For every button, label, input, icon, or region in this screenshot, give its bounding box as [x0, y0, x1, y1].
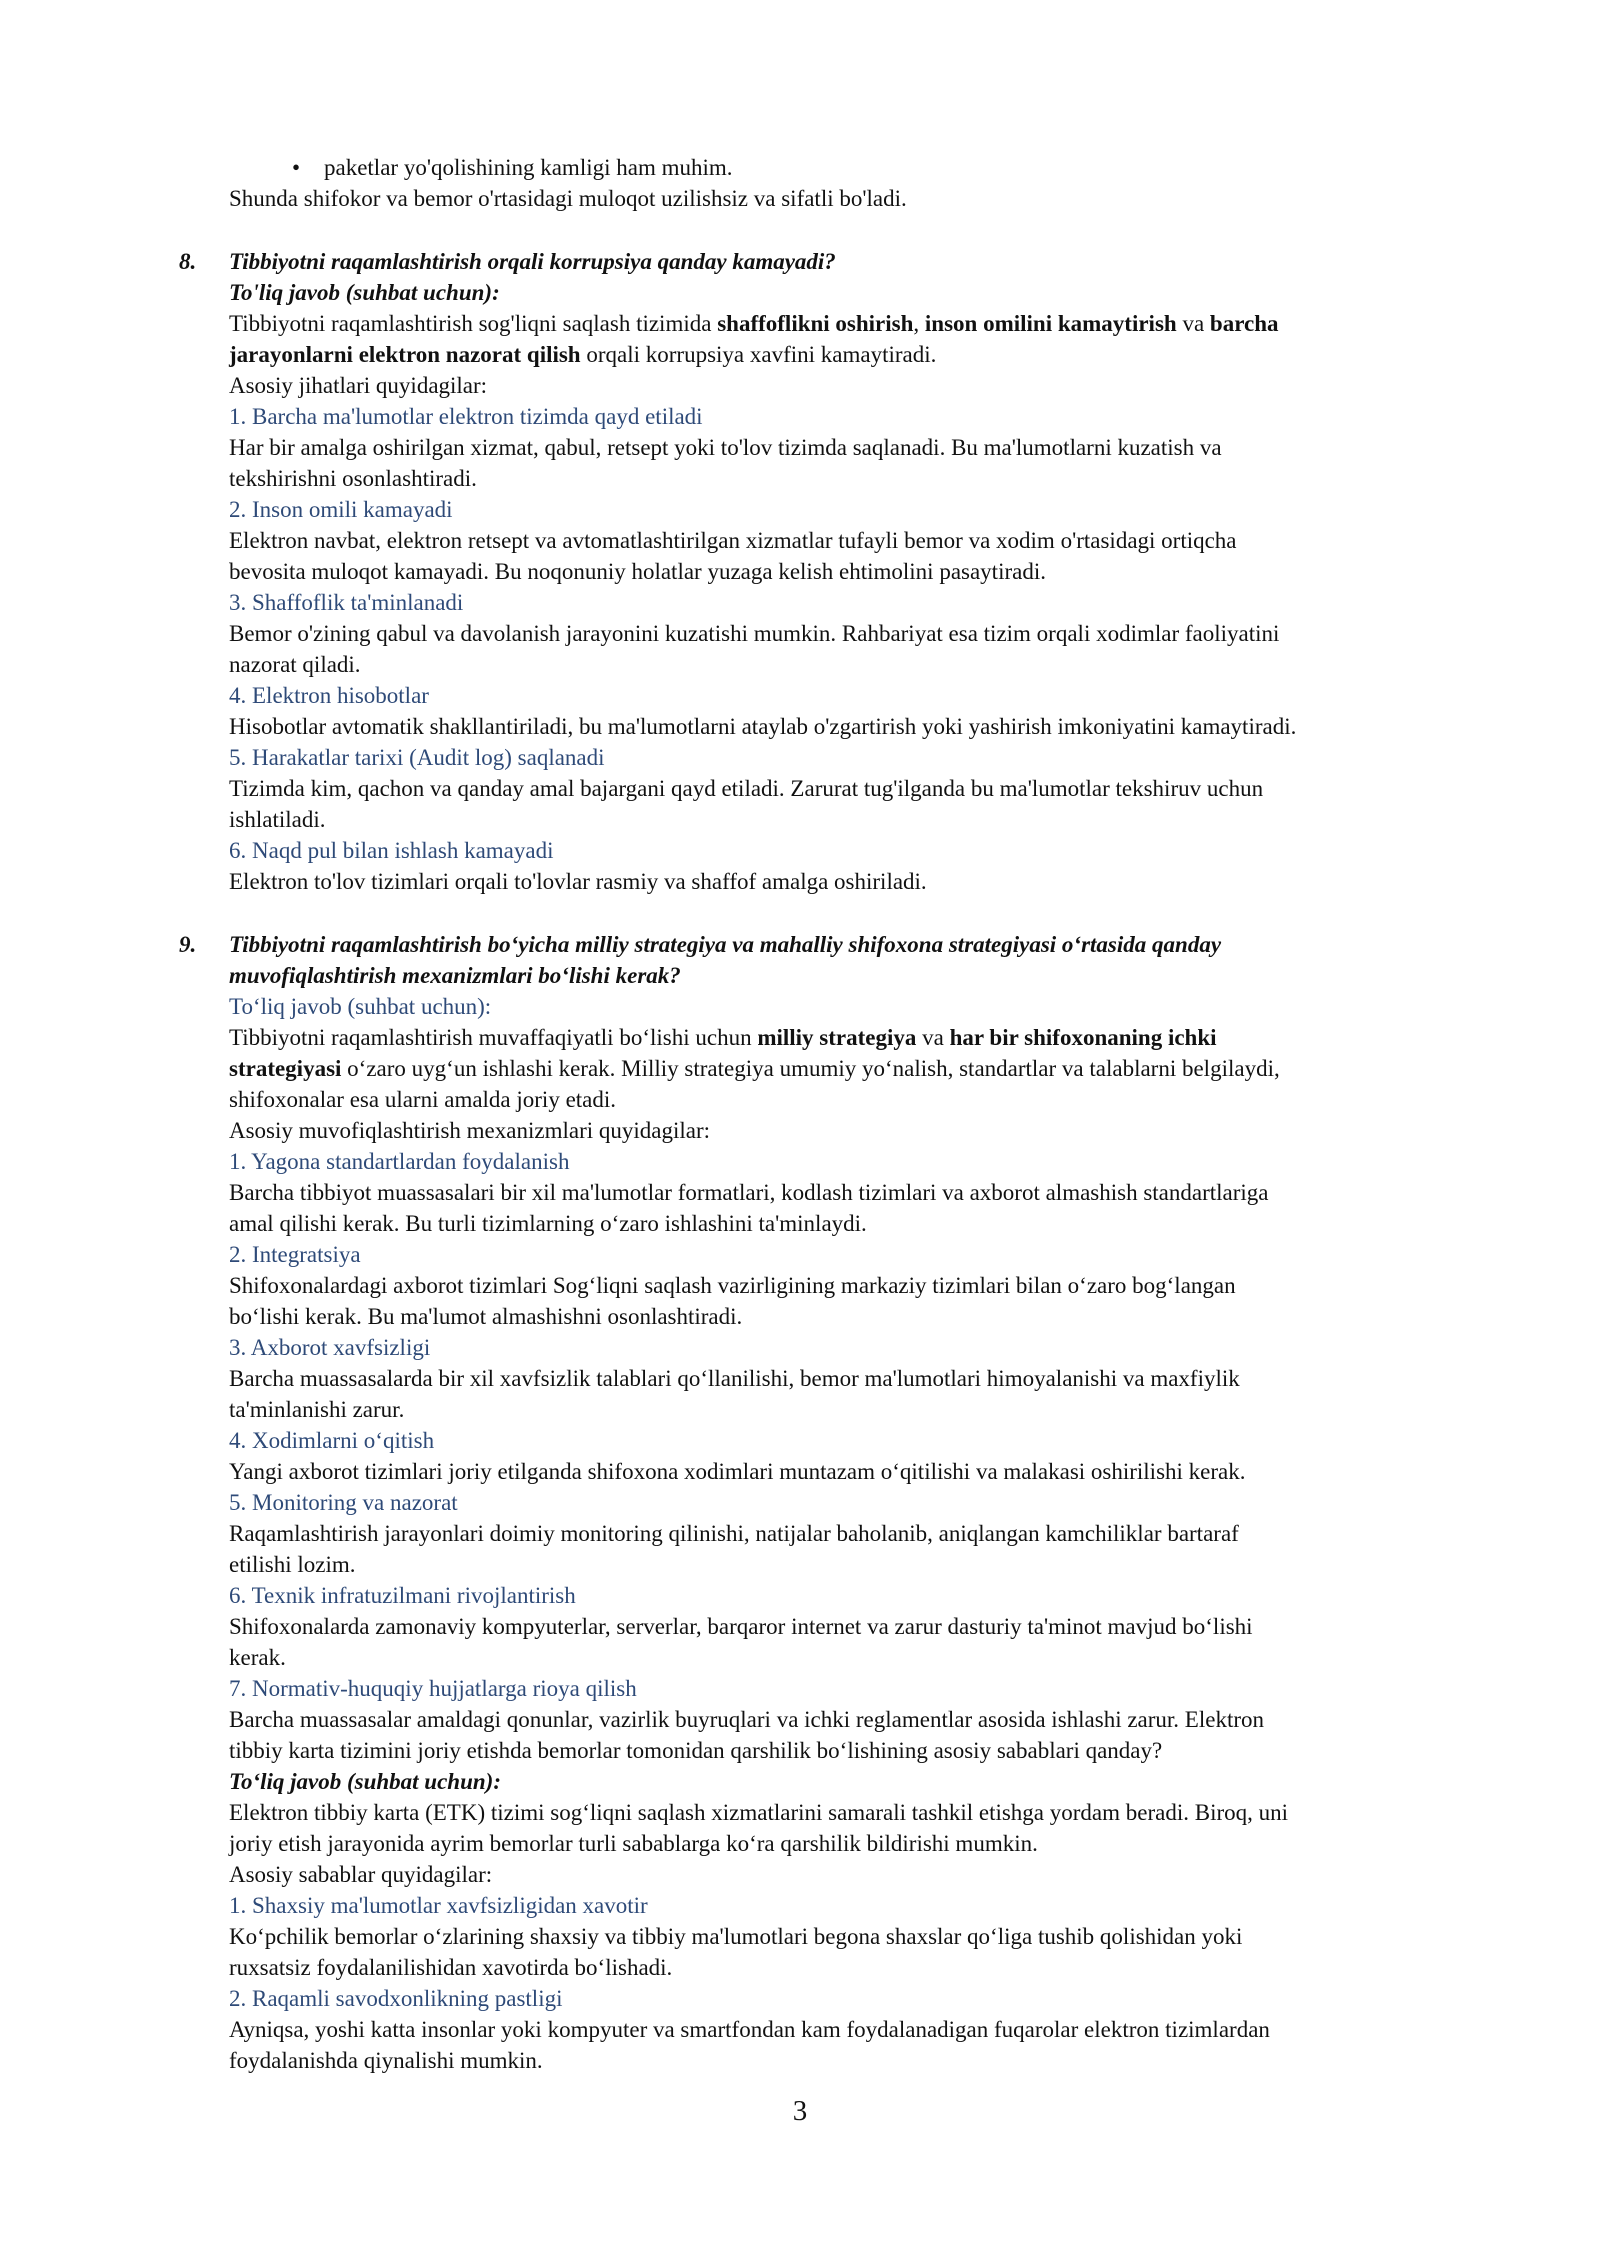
item-text: Ko‘pchilik bemorlar o‘zlarining shaxsiy va tibbiy ma'lumotlari begona shaxslar qo‘liga tushib qolishidan yoki	[229, 1924, 1243, 1949]
item-heading: 2. Integratsiya	[229, 1242, 361, 1267]
item-text: Ayniqsa, yoshi katta insonlar yoki kompyuter va smartfondan kam foydalanadigan fuqarolar elektron tizimlardan	[229, 2017, 1270, 2042]
page-content	[179, 152, 1481, 2076]
item-heading: 2. Inson omili kamayadi	[229, 497, 453, 522]
intro-line: jarayonlarni elektron nazorat qilish orqali korrupsiya xavfini kamaytiradi.	[229, 342, 937, 367]
item-heading: 5. Harakatlar tarixi (Audit log) saqlanadi	[229, 745, 605, 770]
page-number: 3	[792, 2095, 808, 2127]
item-heading: 3. Axborot xavfsizligi	[229, 1335, 431, 1360]
intro-line: Tibbiyotni raqamlashtirish sog'liqni saqlash tizimida shaffoflikni oshirish, inson omilini kamaytirish va barcha	[229, 311, 1279, 336]
intro-line: Tibbiyotni raqamlashtirish muvaffaqiyatli bo‘lishi uchun milliy strategiya va har bir shifoxonaning ichki	[229, 1025, 1217, 1050]
item-text: Shifoxonalarda zamonaviy kompyuterlar, serverlar, barqaror internet va zarur dasturiy ta'minot mavjud bo‘lishi	[229, 1614, 1253, 1639]
aspects-line: Asosiy muvofiqlashtirish mexanizmlari quyidagilar:	[229, 1118, 711, 1143]
item-heading: 7. Normativ-huquqiy hujjatlarga rioya qilish	[229, 1676, 637, 1701]
item-text: ruxsatsiz foydalanilishidan xavotirda bo‘lishadi.	[229, 1955, 673, 1980]
bullet-item	[229, 152, 1481, 183]
question-number: 9.	[179, 932, 197, 957]
item-text: Raqamlashtirish jarayonlari doimiy monitoring qilinishi, natijalar baholanib, aniqlangan kamchiliklar bartaraf	[229, 1521, 1239, 1546]
bullet-dot: •	[292, 155, 301, 180]
item-text: Barcha tibbiyot muassasalari bir xil ma'lumotlar formatlari, kodlash tizimlari va axborot almashish standartlariga	[229, 1180, 1269, 1205]
item-text: Har bir amalga oshirilgan xizmat, qabul, retsept yoki to'lov tizimda saqlanadi. Bu ma'lumotlarni kuzatish va	[229, 435, 1222, 460]
aspects-line: Asosiy jihatlari quyidagilar:	[229, 373, 488, 398]
intro-line: Elektron tibbiy karta (ETK) tizimi sog‘liqni saqlash xizmatlarini samarali tashkil etishga yordam beradi. Biroq, uni	[229, 1800, 1289, 1825]
item-text: Tizimda kim, qachon va qanday amal bajargani qayd etiladi. Zarurat tug'ilganda bu ma'lumotlar tekshiruv uchun	[229, 776, 1264, 801]
item-text: Hisobotlar avtomatik shakllantiriladi, bu ma'lumotlarni ataylab o'zgartirish yoki yashirish imkoniyatini kamaytiradi.	[229, 714, 1297, 739]
item-text: ta'minlanishi zarur.	[229, 1397, 405, 1422]
answer-label: To'liq javob (suhbat uchun):	[229, 280, 500, 305]
question-title: muvofiqlashtirish mexanizmlari bo‘lishi kerak?	[229, 963, 681, 988]
item-text: tibbiy karta tizimini joriy etishda bemorlar tomonidan qarshilik bo‘lishining asosiy sabablari qanday?	[229, 1738, 1163, 1763]
item-text: kerak.	[229, 1645, 286, 1670]
item-text: Shifoxonalardagi axborot tizimlari Sog‘liqni saqlash vazirligining markaziy tizimlari bilan o‘zaro bog‘langan	[229, 1273, 1236, 1298]
item-heading: 6. Naqd pul bilan ishlash kamayadi	[229, 838, 554, 863]
item-text: Elektron to'lov tizimlari orqali to'lovlar rasmiy va shaffof amalga oshiriladi.	[229, 869, 927, 894]
aspects-line: Asosiy sabablar quyidagilar:	[229, 1862, 493, 1887]
item-heading: 4. Elektron hisobotlar	[229, 683, 429, 708]
item-text: Barcha muassasalarda bir xil xavfsizlik talablari qo‘llanilishi, bemor ma'lumotlari himoyalanishi va maxfiylik	[229, 1366, 1240, 1391]
intro-line: strategiyasi o‘zaro uyg‘un ishlashi kerak. Milliy strategiya umumiy yo‘nalish, standartlar va talablarni belgilaydi,	[229, 1056, 1280, 1081]
item-text: etilishi lozim.	[229, 1552, 356, 1577]
item-text: foydalanishda qiynalishi mumkin.	[229, 2048, 543, 2073]
item-text: Yangi axborot tizimlari joriy etilganda shifoxona xodimlari muntazam o‘qitilishi va malakasi oshirilishi kerak.	[229, 1459, 1246, 1484]
item-heading: 2. Raqamli savodxonlikning pastligi	[229, 1986, 563, 2011]
item-text: amal qilishi kerak. Bu turli tizimlarning o‘zaro ishlashini ta'minlaydi.	[229, 1211, 867, 1236]
item-heading: 1. Shaxsiy ma'lumotlar xavfsizligidan xavotir	[229, 1893, 648, 1918]
item-text: Bemor o'zining qabul va davolanish jarayonini kuzatishi mumkin. Rahbariyat esa tizim orqali xodimlar faoliyatini	[229, 621, 1280, 646]
conclusion-line: Shunda shifokor va bemor o'rtasidagi muloqot uzilishsiz va sifatli bo'ladi.	[229, 186, 907, 211]
answer-label: To‘liq javob (suhbat uchun):	[229, 1769, 502, 1794]
question-9	[179, 929, 1481, 1766]
question-8	[179, 246, 1481, 897]
item-text: Elektron navbat, elektron retsept va avtomatlashtirilgan xizmatlar tufayli bemor va xodim o'rtasidagi ortiqcha	[229, 528, 1237, 553]
item-heading: 1. Yagona standartlardan foydalanish	[229, 1149, 570, 1174]
item-heading: 5. Monitoring va nazorat	[229, 1490, 458, 1515]
question-number: 8.	[179, 249, 197, 274]
question-title: Tibbiyotni raqamlashtirish bo‘yicha milliy strategiya va mahalliy shifoxona strategiyasi o‘rtasida qanday	[229, 932, 1222, 957]
item-text: tekshirishni osonlashtiradi.	[229, 466, 477, 491]
intro-line: shifoxonalar esa ularni amalda joriy etadi.	[229, 1087, 617, 1112]
item-text: Barcha muassasalar amaldagi qonunlar, vazirlik buyruqlari va ichki reglamentlar asosida ishlashi zarur. Elektron	[229, 1707, 1264, 1732]
item-text: ishlatiladi.	[229, 807, 326, 832]
question-10-answer	[229, 1766, 1481, 2076]
answer-label: To‘liq javob (suhbat uchun):	[229, 994, 492, 1019]
item-text: bevosita muloqot kamayadi. Bu noqonuniy holatlar yuzaga kelish ehtimolini pasaytiradi.	[229, 559, 1046, 584]
item-text: nazorat qiladi.	[229, 652, 361, 677]
item-heading: 3. Shaffoflik ta'minlanadi	[229, 590, 464, 615]
bullet-text: paketlar yo'qolishining kamligi ham muhim.	[324, 155, 733, 180]
item-heading: 6. Texnik infratuzilmani rivojlantirish	[229, 1583, 576, 1608]
item-heading: 4. Xodimlarni o‘qitish	[229, 1428, 435, 1453]
item-heading: 1. Barcha ma'lumotlar elektron tizimda qayd etiladi	[229, 404, 703, 429]
intro-line: joriy etish jarayonida ayrim bemorlar turli sabablarga ko‘ra qarshilik bildirishi mumkin.	[229, 1831, 1038, 1856]
item-text: bo‘lishi kerak. Bu ma'lumot almashishni osonlashtiradi.	[229, 1304, 743, 1329]
question-title: Tibbiyotni raqamlashtirish orqali korrupsiya qanday kamayadi?	[229, 249, 836, 274]
